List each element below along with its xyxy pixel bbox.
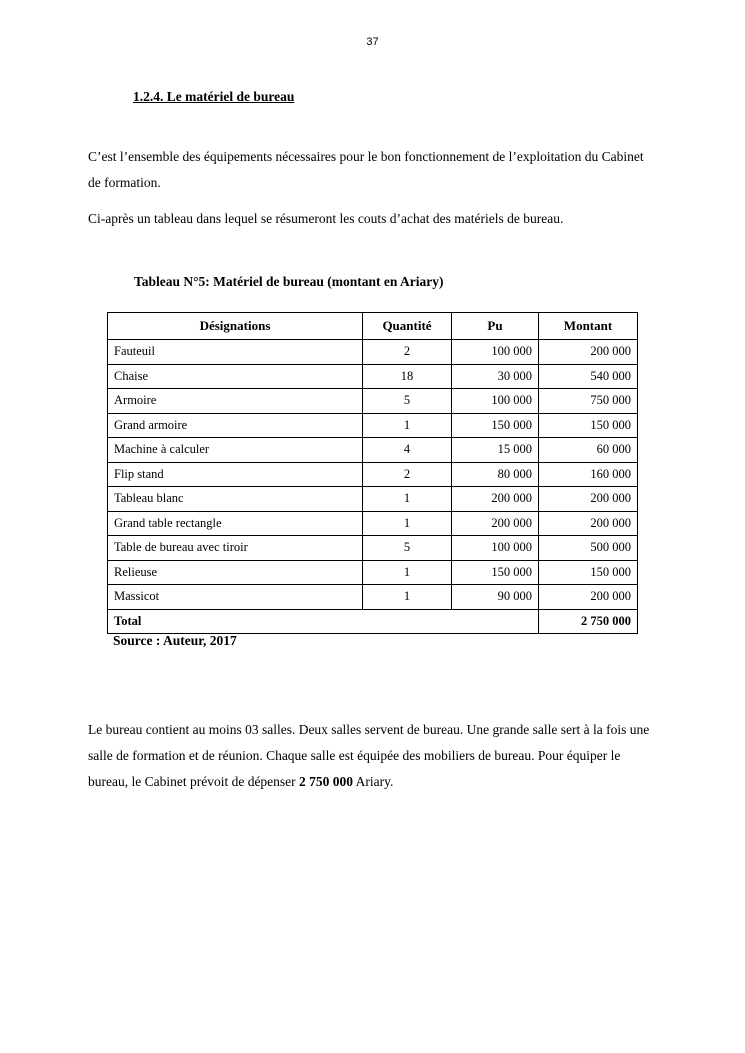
cell-designation: Chaise — [108, 364, 363, 389]
total-label: Total — [108, 609, 539, 634]
cell-quantite: 1 — [363, 413, 452, 438]
section-heading: 1.2.4. Le matériel de bureau — [133, 89, 295, 104]
table-row — [108, 560, 638, 585]
cell-designation: Fauteuil — [108, 340, 363, 365]
cell-designation: Armoire — [108, 389, 363, 414]
table-header-row — [108, 313, 638, 340]
cell-designation: Flip stand — [108, 462, 363, 487]
cell-quantite: 1 — [363, 511, 452, 536]
table-row — [108, 364, 638, 389]
cell-pu: 100 000 — [452, 340, 539, 365]
cell-designation: Tableau blanc — [108, 487, 363, 512]
cell-pu: 100 000 — [452, 389, 539, 414]
cell-pu: 200 000 — [452, 511, 539, 536]
cell-montant: 150 000 — [539, 560, 638, 585]
table-total-row — [108, 609, 638, 634]
total-value: 2 750 000 — [539, 609, 638, 634]
cell-montant: 160 000 — [539, 462, 638, 487]
cell-montant: 200 000 — [539, 340, 638, 365]
cell-pu: 90 000 — [452, 585, 539, 610]
table-source: Source : Auteur, 2017 — [113, 633, 237, 648]
closing-text-before: Le bureau contient au moins 03 salles. Deux salles servent de bureau. Une grande salle sert à la fois une salle de formation et de réunion. Chaque salle est équipée des mobiliers de bureau. Pour équiper le bureau, le Cabinet prévoit de dépenser — [88, 722, 650, 789]
cell-montant: 150 000 — [539, 413, 638, 438]
cell-quantite: 1 — [363, 585, 452, 610]
lead-paragraph: Ci-après un tableau dans lequel se résumeront les couts d’achat des matériels de bureau. — [88, 211, 564, 226]
cell-designation: Grand armoire — [108, 413, 363, 438]
cell-designation: Relieuse — [108, 560, 363, 585]
cell-quantite: 1 — [363, 487, 452, 512]
table-row — [108, 487, 638, 512]
cell-pu: 200 000 — [452, 487, 539, 512]
table-row — [108, 462, 638, 487]
table-row — [108, 340, 638, 365]
closing-paragraph — [88, 717, 660, 795]
table-row — [108, 413, 638, 438]
cell-quantite: 1 — [363, 560, 452, 585]
header-designations: Désignations — [108, 313, 363, 340]
cell-montant: 60 000 — [539, 438, 638, 463]
table-row — [108, 511, 638, 536]
cell-quantite: 2 — [363, 462, 452, 487]
table-caption: Tableau N°5: Matériel de bureau (montant en Ariary) — [134, 274, 444, 289]
cell-montant: 200 000 — [539, 585, 638, 610]
cell-quantite: 5 — [363, 536, 452, 561]
cell-montant: 200 000 — [539, 487, 638, 512]
cell-quantite: 2 — [363, 340, 452, 365]
table-row — [108, 438, 638, 463]
cell-designation: Machine à calculer — [108, 438, 363, 463]
header-quantite: Quantité — [363, 313, 452, 340]
page-number: 37 — [366, 36, 379, 48]
table-row — [108, 585, 638, 610]
closing-amount: 2 750 000 — [299, 774, 354, 789]
cell-designation: Table de bureau avec tiroir — [108, 536, 363, 561]
cell-pu: 100 000 — [452, 536, 539, 561]
cell-quantite: 4 — [363, 438, 452, 463]
cell-montant: 200 000 — [539, 511, 638, 536]
cell-pu: 150 000 — [452, 560, 539, 585]
cell-montant: 540 000 — [539, 364, 638, 389]
table-row — [108, 389, 638, 414]
cell-quantite: 18 — [363, 364, 452, 389]
cell-pu: 150 000 — [452, 413, 539, 438]
cell-montant: 750 000 — [539, 389, 638, 414]
materials-table — [107, 312, 638, 634]
cell-quantite: 5 — [363, 389, 452, 414]
cell-designation: Grand table rectangle — [108, 511, 363, 536]
table-row — [108, 536, 638, 561]
cell-pu: 30 000 — [452, 364, 539, 389]
cell-pu: 80 000 — [452, 462, 539, 487]
closing-text-after: Ariary. — [353, 774, 394, 789]
intro-paragraph: C’est l’ensemble des équipements nécessaires pour le bon fonctionnement de l’exploitation du Cabinet de formation. — [88, 149, 644, 190]
cell-montant: 500 000 — [539, 536, 638, 561]
header-montant: Montant — [539, 313, 638, 340]
cell-designation: Massicot — [108, 585, 363, 610]
header-pu: Pu — [452, 313, 539, 340]
cell-pu: 15 000 — [452, 438, 539, 463]
